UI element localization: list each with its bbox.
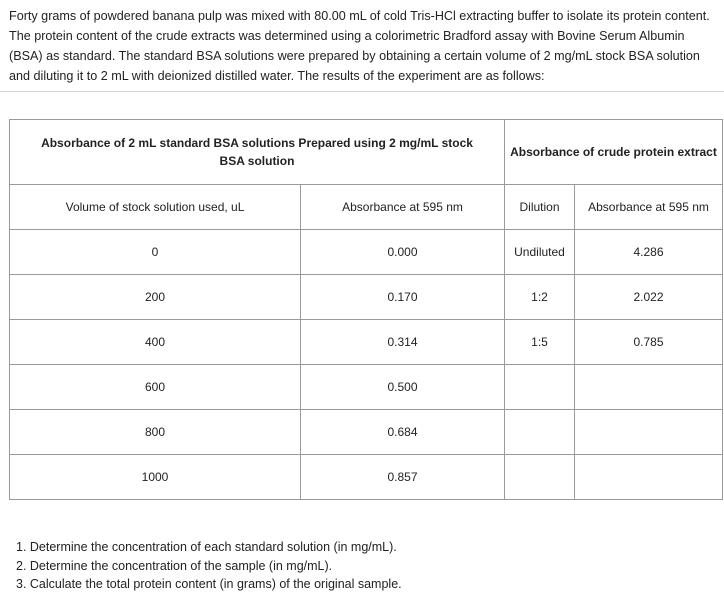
results-table: [9, 119, 723, 500]
dilution-cell: [505, 365, 575, 410]
col-absorbance-standard-header: Absorbance at 595 nm: [301, 185, 505, 230]
sample-absorbance-cell: 0.785: [575, 320, 723, 365]
table-row: [10, 230, 723, 275]
question-list: [16, 538, 402, 594]
absorbance-cell: 0.684: [301, 410, 505, 455]
table-row: [10, 365, 723, 410]
absorbance-cell: 0.170: [301, 275, 505, 320]
sample-absorbance-cell: [575, 455, 723, 500]
question-item: 1. Determine the concentration of each standard solution (in mg/mL).: [16, 540, 397, 554]
sample-absorbance-cell: [575, 410, 723, 455]
col-absorbance-sample-header: Absorbance at 595 nm: [575, 185, 723, 230]
absorbance-cell: 0.500: [301, 365, 505, 410]
table-row: [10, 455, 723, 500]
volume-cell: 600: [10, 365, 301, 410]
sample-absorbance-cell: 4.286: [575, 230, 723, 275]
table-row: [10, 320, 723, 365]
volume-cell: 200: [10, 275, 301, 320]
volume-cell: 800: [10, 410, 301, 455]
col-volume-header: Volume of stock solution used, uL: [10, 185, 301, 230]
question-item: 3. Calculate the total protein content (in grams) of the original sample.: [16, 577, 402, 591]
dilution-cell: [505, 410, 575, 455]
col-dilution-header: Dilution: [505, 185, 575, 230]
dilution-cell: 1:2: [505, 275, 575, 320]
divider: [0, 91, 724, 92]
question-item: 2. Determine the concentration of the sample (in mg/mL).: [16, 558, 333, 573]
table-header-row: [10, 120, 723, 185]
dilution-cell: Undiluted: [505, 230, 575, 275]
absorbance-cell: 0.314: [301, 320, 505, 365]
table-subheader-row: [10, 185, 723, 230]
volume-cell: 1000: [10, 455, 301, 500]
problem-statement: Forty grams of powdered banana pulp was mixed with 80.00 mL of cold Tris-HCl extracting buffer to isolate its protein content. The protein content of the crude extracts was determined using a colorimetric Bradford assay with Bovine Serum Albumin (BSA) as standard. The standard BSA solutions were prepared by obtaining a certain volume of 2 mg/mL stock BSA solution and diluting it to 2 mL with deionized distilled water. The results of the experiment are as follows:: [9, 9, 710, 83]
volume-cell: 400: [10, 320, 301, 365]
crude-extract-header: Absorbance of crude protein extract: [505, 120, 723, 185]
standard-bsa-header: Absorbance of 2 mL standard BSA solutions Prepared using 2 mg/mL stock BSA solution: [10, 120, 505, 185]
dilution-cell: 1:5: [505, 320, 575, 365]
table-row: [10, 410, 723, 455]
sample-absorbance-cell: 2.022: [575, 275, 723, 320]
table-row: [10, 275, 723, 320]
volume-cell: 0: [10, 230, 301, 275]
sample-absorbance-cell: [575, 365, 723, 410]
absorbance-cell: 0.000: [301, 230, 505, 275]
dilution-cell: [505, 455, 575, 500]
absorbance-cell: 0.857: [301, 455, 505, 500]
